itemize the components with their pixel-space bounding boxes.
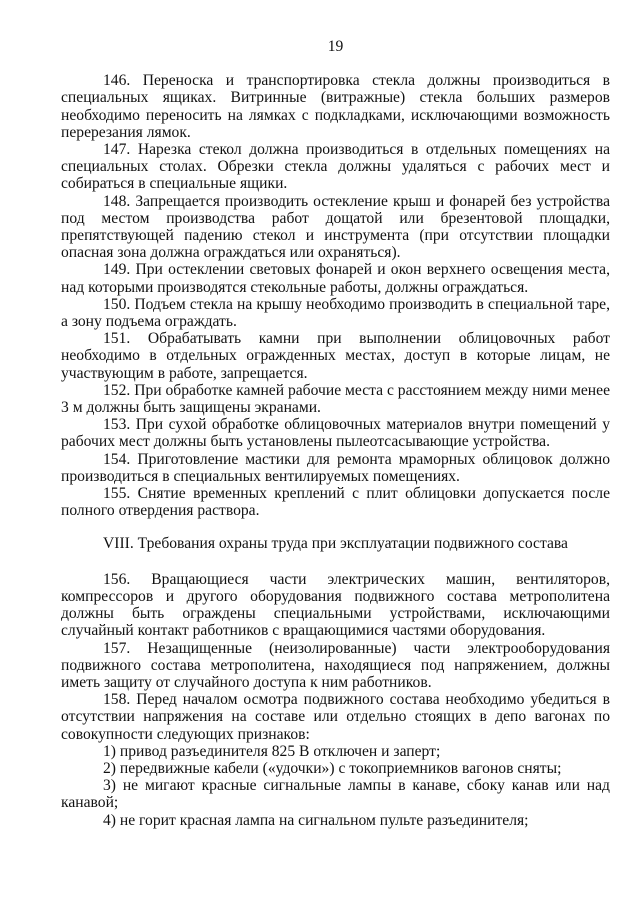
paragraph-151: 151. Обрабатывать камни при выполнении облицовочных работ необходимо в отдельных огражденных местах, доступ в которые лицам, не участвующим в работе, запрещается. <box>61 330 610 382</box>
paragraph-148: 148. Запрещается производить остекление крыш и фонарей без устройства под местом производства работ дощатой или брезентовой площадки, препятствующей падению стекол и инструмента (при отсутствии площадки опасная зона должна ограждаться или охраняться). <box>61 192 610 262</box>
paragraph-152: 152. При обработке камней рабочие места с расстоянием между ними менее 3 м должны быть защищены экранами. <box>61 381 610 417</box>
paragraph-153: 153. При сухой обработке облицовочных материалов внутри помещений у рабочих мест должны быть установлены пылеотсасывающие устройства. <box>61 416 610 451</box>
section-heading: VIII. Требования охраны труда при эксплуатации подвижного состава <box>103 535 568 553</box>
paragraph-155: 155. Снятие временных креплений с плит облицовки допускается после полного отвердения раствора. <box>61 485 610 520</box>
list-item-4: 4) не горит красная лампа на сигнальном пульте разъединителя; <box>103 811 529 829</box>
list-item-3: 3) не мигают красные сигнальные лампы в канаве, сбоку канав или над канавой; <box>61 777 610 812</box>
paragraph-154: 154. Приготовление мастики для ремонта мраморных облицовок должно производиться в специальных вентилируемых помещениях. <box>61 450 610 485</box>
document-page <box>61 38 610 829</box>
paragraph-156: 156. Вращающиеся части электрических машин, вентиляторов, компрессоров и другого оборудования подвижного состава метрополитена должны быть ограждены специальными устройствами, исключающими случайный контакт работников с вращающимися частями оборудования. <box>61 570 610 640</box>
paragraph-157: 157. Незащищенные (неизолированные) части электрооборудования подвижного состава метрополитена, находящиеся под напряжением, должны иметь защиту от случайного доступа к ним работников. <box>61 639 610 691</box>
list-item-1: 1) привод разъединителя 825 В отключен и заперт; <box>103 742 441 760</box>
paragraph-158: 158. Перед началом осмотра подвижного состава необходимо убедиться в отсутствии напряжения на составе или отдельно стоящих в депо вагонах по совокупности следующих признаков: <box>61 691 610 743</box>
page-number: 19 <box>327 38 344 55</box>
paragraph-150: 150. Подъем стекла на крышу необходимо производить в специальной таре, а зону подъема ограждать. <box>61 295 610 331</box>
paragraph-149: 149. При остеклении световых фонарей и окон верхнего освещения места, над которыми производятся стекольные работы, должны ограждаться. <box>61 261 610 296</box>
paragraph-147: 147. Нарезка стекол должна производиться в отдельных помещениях на специальных столах. Обрезки стекла должны удаляться с рабочих мест и собираться в специальные ящики. <box>61 141 610 193</box>
list-item-2: 2) передвижные кабели («удочки») с токоприемников вагонов сняты; <box>103 759 562 777</box>
paragraph-146: 146. Переноска и транспортировка стекла должны производиться в специальных ящиках. Витринные (витражные) стекла больших размеров необходимо переносить на лямках с подкладками, исключающими возможность перерезания лямок. <box>61 72 610 141</box>
